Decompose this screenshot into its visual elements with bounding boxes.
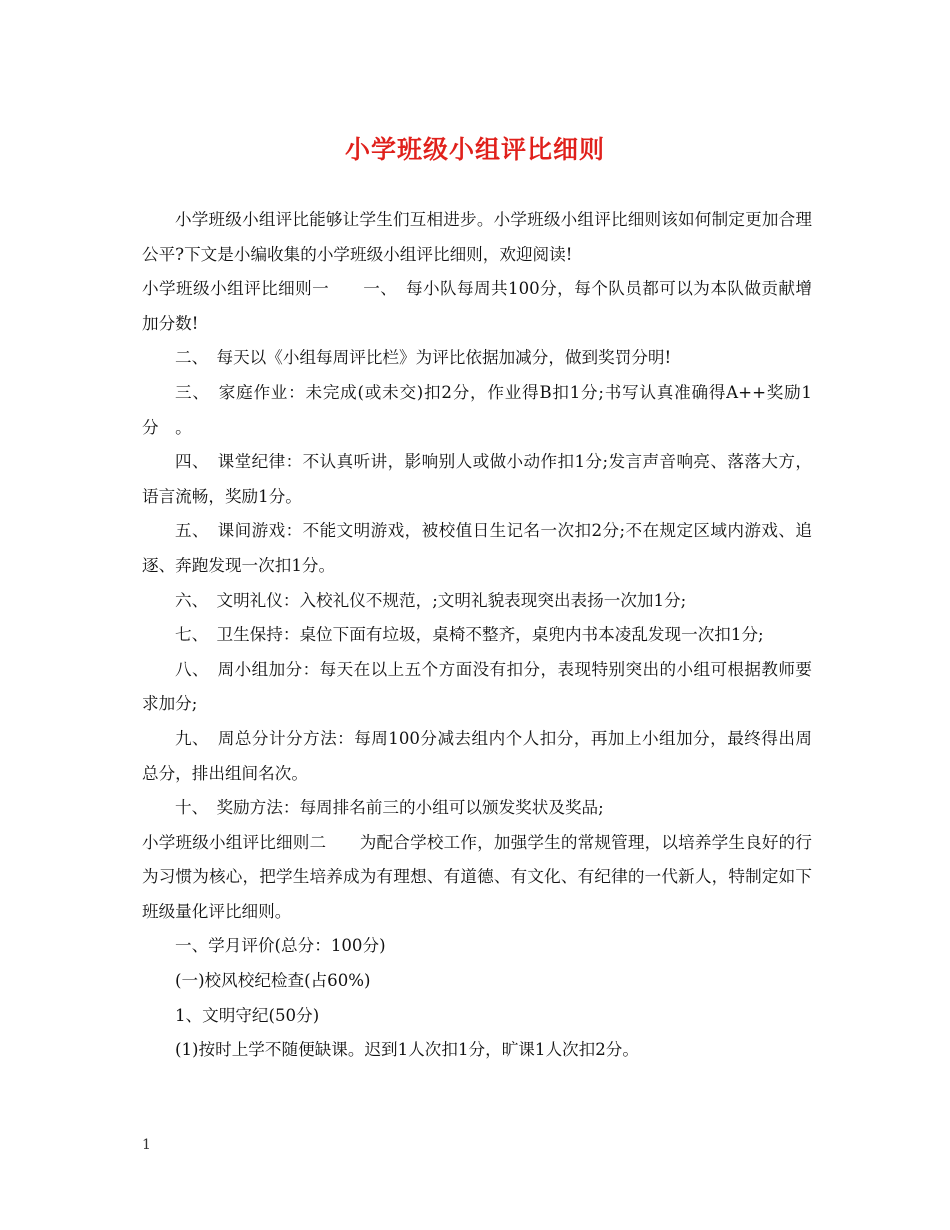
paragraph-rules-two-heading: 小学班级小组评比细则二 为配合学校工作，加强学生的常规管理，以培养学生良好的行为习惯为核心，把学生培养成为有理想、有道德、有文化、有纪律的一代新人，特制定如下班级量化评比细则。 — [142, 832, 812, 921]
page-number: 1 — [142, 1137, 151, 1153]
paragraph-rule-9: 九、 周总分计分方法：每周100分减去组内个人扣分，再加上小组加分，最终得出周总分，排出组间名次。 — [142, 728, 812, 783]
paragraph-rule-5: 五、 课间游戏：不能文明游戏，被校值日生记名一次扣2分;不在规定区域内游戏、追逐、奔跑发现一次扣1分。 — [142, 521, 812, 575]
document-title: 小学班级小组评比细则 — [344, 135, 605, 164]
document-body — [142, 203, 812, 1068]
paragraph-school-discipline: (一)校风校纪检查(占60%) — [175, 971, 371, 991]
paragraph-civility: 1、文明守纪(50分) — [175, 1005, 320, 1025]
paragraph-rules-one-heading: 小学班级小组评比细则一 一、 每小队每周共100分，每个队员都可以为本队做贡献增加分数! — [142, 279, 812, 333]
paragraph-rule-3: 三、 家庭作业：未完成(或未交)扣2分，作业得B扣1分;书写认真准确得A++奖励1分 。 — [142, 382, 812, 437]
paragraph-intro: 小学班级小组评比能够让学生们互相进步。小学班级小组评比细则该如何制定更加合理公平?下文是小编收集的小学班级小组评比细则，欢迎阅读! — [142, 210, 812, 264]
paragraph-rule-7: 七、 卫生保持：桌位下面有垃圾，桌椅不整齐，桌兜内书本凌乱发现一次扣1分; — [175, 625, 764, 645]
paragraph-rule-4: 四、 课堂纪律：不认真听讲，影响别人或做小动作扣1分;发言声音响亮、落落大方，语言流畅，奖励1分。 — [142, 452, 812, 506]
paragraph-monthly-evaluation: 一、学月评价(总分：100分) — [175, 936, 386, 956]
paragraph-attendance: (1)按时上学不随便缺课。迟到1人次扣1分，旷课1人次扣2分。 — [175, 1040, 639, 1060]
paragraph-rule-2: 二、 每天以《小组每周评比栏》为评比依据加减分，做到奖罚分明! — [175, 348, 672, 368]
paragraph-rule-8: 八、 周小组加分：每天在以上五个方面没有扣分，表现特别突出的小组可根据教师要求加分; — [142, 659, 812, 714]
paragraph-rule-10: 十、 奖励方法：每周排名前三的小组可以颁发奖状及奖品; — [175, 798, 604, 818]
paragraph-rule-6: 六、 文明礼仪：入校礼仪不规范，;文明礼貌表现突出表扬一次加1分; — [175, 590, 687, 610]
